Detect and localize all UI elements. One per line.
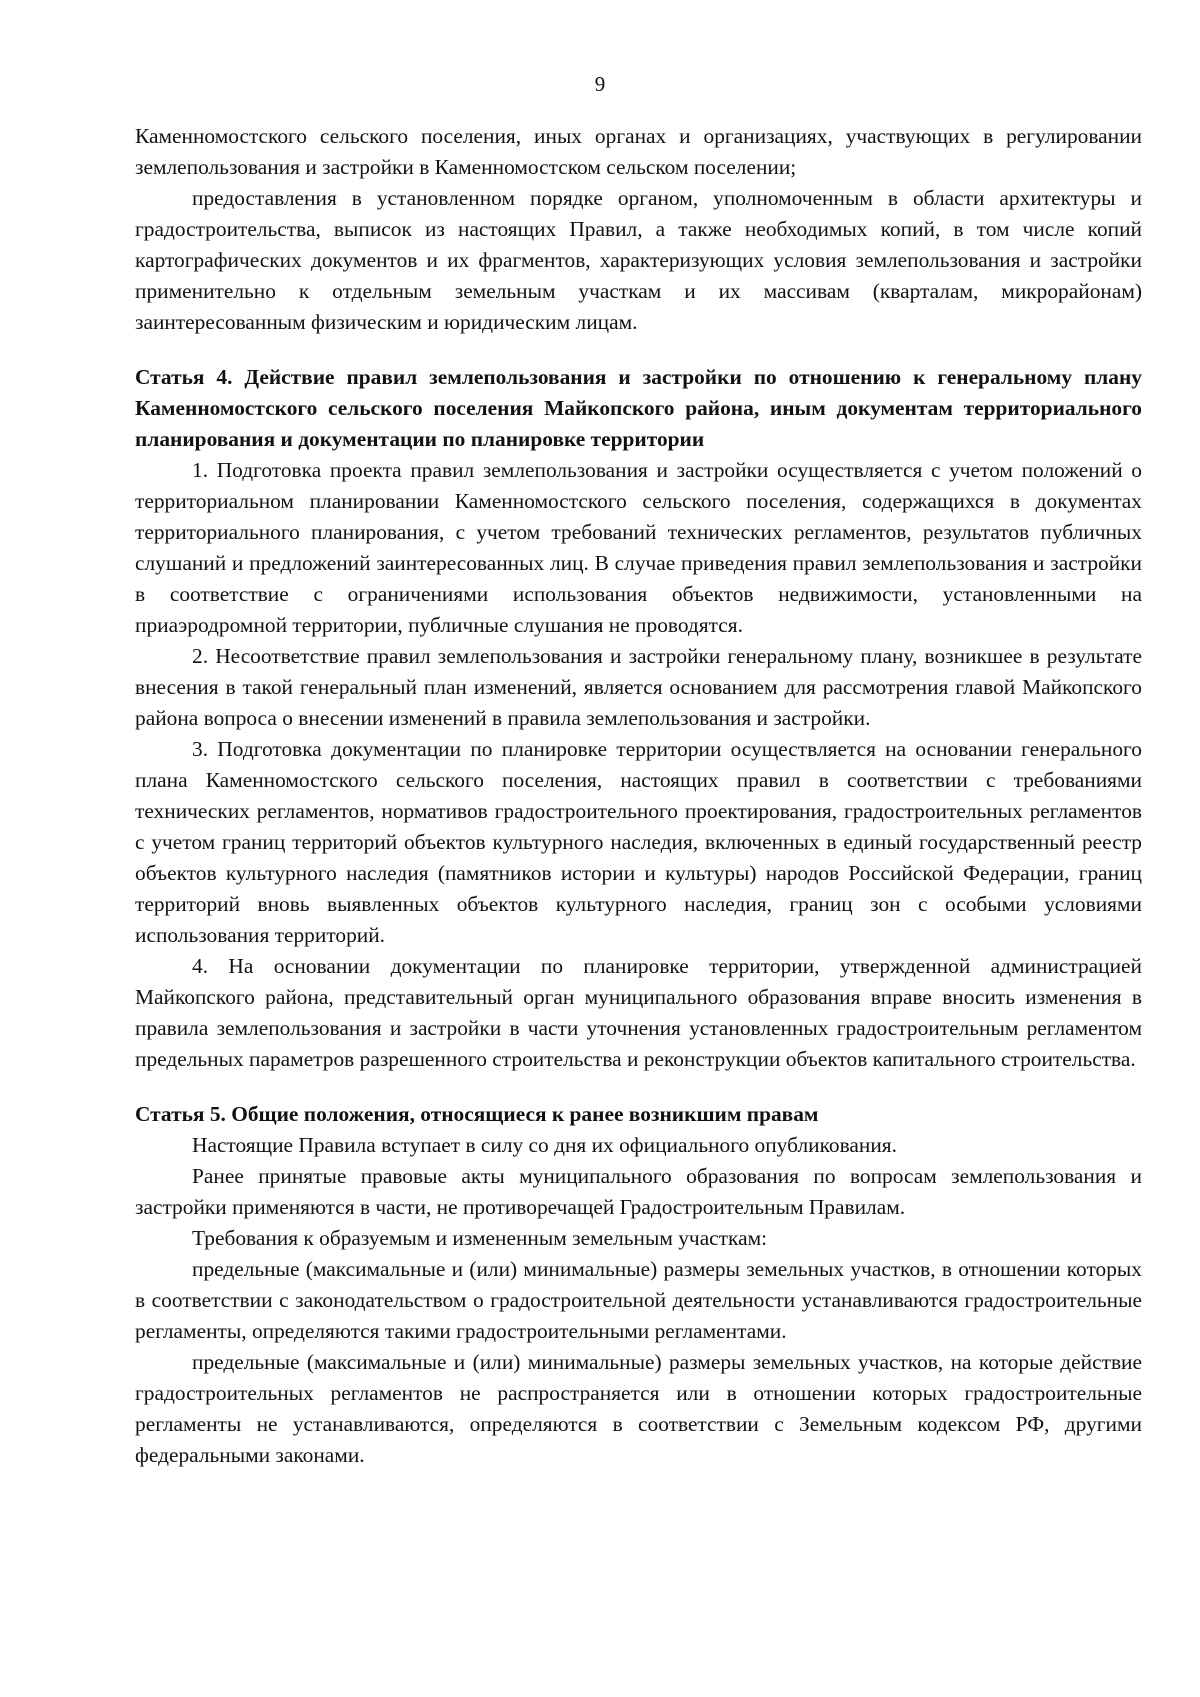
- article-4-clause-1: 1. Подготовка проекта правил землепользования и застройки осуществляется с учетом положений о территориальном планировании Каменномостского сельского поселения, содержащихся в документах территориального планирования, с учетом требований технических регламентов, результатов публичных слушаний и предложений заинтересованных лиц. В случае приведения правил землепользования и застройки в соответствие с ограничениями использования объектов недвижимости, установленными на приаэродромной территории, публичные слушания не проводятся.: [135, 458, 1142, 637]
- article-5-paragraph-5: предельные (максимальные и (или) минимальные) размеры земельных участков, на которые действие градостроительных регламентов не распространяется или в отношении которых градостроительные регламенты не устанавливаются, определяются в соответствии с Земельным кодексом РФ, другими федеральными законами.: [135, 1350, 1142, 1467]
- article-5-heading: Статья 5. Общие положения, относящиеся к ранее возникшим правам: [135, 1102, 819, 1126]
- article-4-clause-2: 2. Несоответствие правил землепользования и застройки генеральному плану, возникшее в результате внесения в такой генеральный план изменений, является основанием для рассмотрения главой Майкопского района вопроса о внесении изменений в правила землепользования и застройки.: [135, 644, 1142, 730]
- section-spacer: [135, 338, 1142, 362]
- article-4-heading: Статья 4. Действие правил землепользования и застройки по отношению к генеральному плану Каменномостского сельского поселения Майкопского района, иным документам территориального планирования и документации по планировке территории: [135, 365, 1142, 451]
- document-body: [135, 121, 1142, 1471]
- paragraph-intro-continuation: Каменномостского сельского поселения, иных органах и организациях, участвующих в регулировании землепользования и застройки в Каменномостском сельском поселении;: [135, 124, 1142, 179]
- section-spacer: [135, 1075, 1142, 1099]
- article-5-paragraph-1: Настоящие Правила вступает в силу со дня их официального опубликования.: [192, 1133, 897, 1157]
- article-5-paragraph-3: Требования к образуемым и измененным земельным участкам:: [192, 1226, 768, 1250]
- article-4-clause-4: 4. На основании документации по планировке территории, утвержденной администрацией Майкопского района, представительный орган муниципального образования вправе вносить изменения в правила землепользования и застройки в части уточнения установленных градостроительным регламентом предельных параметров разрешенного строительства и реконструкции объектов капитального строительства.: [135, 954, 1142, 1071]
- page-number: 9: [594, 72, 606, 96]
- article-4-clause-3: 3. Подготовка документации по планировке территории осуществляется на основании генерального плана Каменномостского сельского поселения, настоящих правил в соответствии с требованиями технических регламентов, нормативов градостроительного проектирования, градостроительных регламентов с учетом границ территорий объектов культурного наследия, включенных в единый государственный реестр объектов культурного наследия (памятников истории и культуры) народов Российской Федерации, границ территорий вновь выявленных объектов культурного наследия, границ зон с особыми условиями использования территорий.: [135, 737, 1142, 947]
- article-5-paragraph-2: Ранее принятые правовые акты муниципального образования по вопросам землепользования и застройки применяются в части, не противоречащей Градостроительным Правилам.: [135, 1164, 1142, 1219]
- paragraph-intro-extracts: предоставления в установленном порядке органом, уполномоченным в области архитектуры и градостроительства, выписок из настоящих Правил, а также необходимых копий, в том числе копий картографических документов и их фрагментов, характеризующих условия землепользования и застройки применительно к отдельным земельным участкам и их массивам (кварталам, микрорайонам) заинтересованным физическим и юридическим лицам.: [135, 186, 1142, 334]
- article-5-paragraph-4: предельные (максимальные и (или) минимальные) размеры земельных участков, в отношении которых в соответствии с законодательством о градостроительной деятельности устанавливаются градостроительные регламенты, определяются такими градостроительными регламентами.: [135, 1257, 1142, 1343]
